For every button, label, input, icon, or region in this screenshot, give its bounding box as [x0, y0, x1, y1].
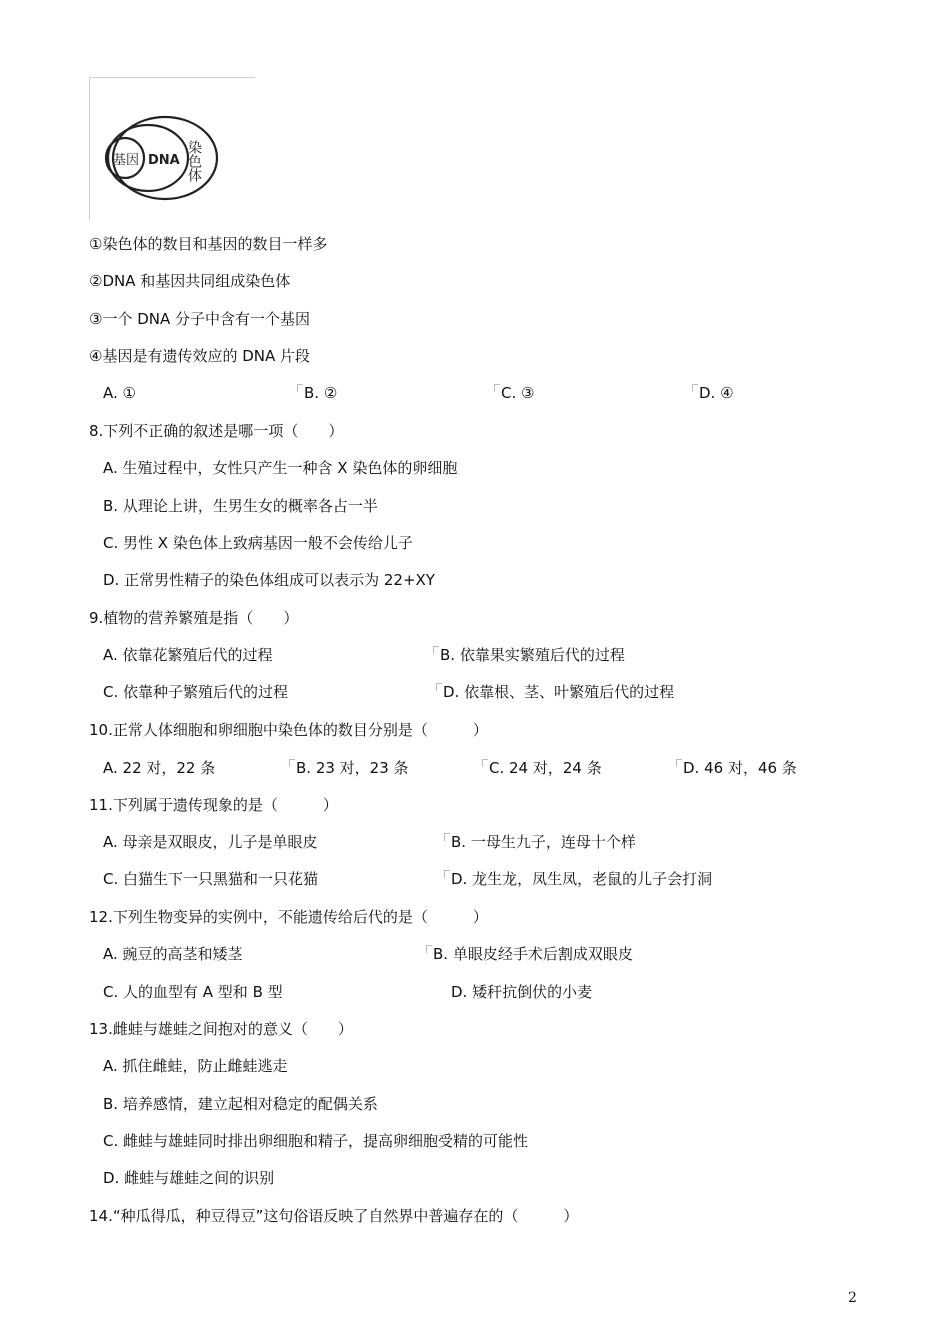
- gene-dna-chromosome-figure: [89, 77, 255, 220]
- q12-option-b[interactable]: B. 单眼皮经手术后割成双眼皮: [426, 944, 633, 964]
- option-marker: [433, 646, 439, 654]
- q9-option-c[interactable]: C. 依靠种子繁殖后代的过程: [103, 683, 289, 701]
- option-marker: [444, 833, 450, 841]
- q7-option-b[interactable]: B. ②: [297, 383, 337, 403]
- q13-stem: 13.雌蛙与雄蛙之间抱对的意义（ ）: [89, 1020, 353, 1038]
- q10-option-d[interactable]: D. 46 对，46 条: [676, 758, 797, 778]
- q12-stem: 12.下列生物变异的实例中，不能遗传给后代的是（ ）: [89, 908, 488, 926]
- q12-option-d[interactable]: D. 矮秆抗倒伏的小麦: [451, 983, 593, 1001]
- q9-option-d[interactable]: D. 依靠根、茎、叶繁殖后代的过程: [436, 682, 674, 702]
- q7-option-c[interactable]: C. ③: [494, 383, 534, 403]
- chromosome-label: 染色体: [186, 140, 202, 182]
- q12-option-a[interactable]: A. 豌豆的高茎和矮茎: [103, 945, 243, 963]
- q7-statement-4: ④基因是有遗传效应的 DNA 片段: [89, 347, 311, 365]
- q9-stem: 9.植物的营养繁殖是指（ ）: [89, 609, 299, 627]
- q10-option-a[interactable]: A. 22 对，22 条: [103, 759, 216, 777]
- q7-statement-1: ①染色体的数目和基因的数目一样多: [89, 235, 328, 253]
- q11-option-d[interactable]: D. 龙生龙，凤生凤，老鼠的儿子会打洞: [444, 869, 712, 889]
- option-marker: [436, 683, 442, 691]
- q12-option-c[interactable]: C. 人的血型有 A 型和 B 型: [103, 983, 283, 1001]
- q13-option-b[interactable]: B. 培养感情，建立起相对稳定的配偶关系: [103, 1095, 378, 1113]
- option-marker: [297, 384, 303, 392]
- dna-label: DNA: [148, 153, 180, 168]
- q7-option-d[interactable]: D. ④: [692, 383, 734, 403]
- q7-statement-2: ②DNA 和基因共同组成染色体: [89, 272, 291, 290]
- q13-option-c[interactable]: C. 雌蛙与雄蛙同时排出卵细胞和精子，提高卵细胞受精的可能性: [103, 1132, 529, 1150]
- q11-option-c[interactable]: C. 白猫生下一只黑猫和一只花猫: [103, 870, 319, 888]
- q14-stem: 14.“种瓜得瓜，种豆得豆”这句俗语反映了自然界中普遍存在的（ ）: [89, 1207, 579, 1225]
- page-number: 2: [848, 1290, 857, 1306]
- q10-option-b[interactable]: B. 23 对，23 条: [289, 758, 409, 778]
- option-marker: [494, 384, 500, 392]
- option-marker: [289, 759, 295, 767]
- q11-option-b[interactable]: B. 一母生九子，连母十个样: [444, 832, 636, 852]
- q13-option-d[interactable]: D. 雌蛙与雄蛙之间的识别: [103, 1169, 275, 1187]
- q8-stem: 8.下列不正确的叙述是哪一项（ ）: [89, 422, 344, 440]
- option-marker: [692, 384, 698, 392]
- q8-option-a[interactable]: A. 生殖过程中，女性只产生一种含 X 染色体的卵细胞: [103, 459, 458, 477]
- gene-label: 基因: [113, 153, 140, 168]
- q8-option-d[interactable]: D. 正常男性精子的染色体组成可以表示为 22+XY: [103, 571, 435, 589]
- option-marker: [676, 759, 682, 767]
- q11-option-a[interactable]: A. 母亲是双眼皮，儿子是单眼皮: [103, 833, 318, 851]
- q7-statement-3: ③一个 DNA 分子中含有一个基因: [89, 310, 311, 328]
- q8-option-c[interactable]: C. 男性 X 染色体上致病基因一般不会传给儿子: [103, 534, 413, 552]
- q9-option-a[interactable]: A. 依靠花繁殖后代的过程: [103, 646, 273, 664]
- option-marker: [426, 945, 432, 953]
- q13-option-a[interactable]: A. 抓住雌蛙，防止雌蛙逃走: [103, 1057, 288, 1075]
- q10-stem: 10.正常人体细胞和卵细胞中染色体的数目分别是（ ）: [89, 721, 488, 739]
- q10-option-c[interactable]: C. 24 对，24 条: [482, 758, 602, 778]
- option-marker: [444, 870, 450, 878]
- q11-stem: 11.下列属于遗传现象的是（ ）: [89, 796, 338, 814]
- q9-option-b[interactable]: B. 依靠果实繁殖后代的过程: [433, 645, 625, 665]
- option-marker: [482, 759, 488, 767]
- q8-option-b[interactable]: B. 从理论上讲，生男生女的概率各占一半: [103, 497, 378, 515]
- nested-ellipses-diagram: [90, 78, 256, 221]
- q7-option-a[interactable]: A. ①: [103, 384, 136, 402]
